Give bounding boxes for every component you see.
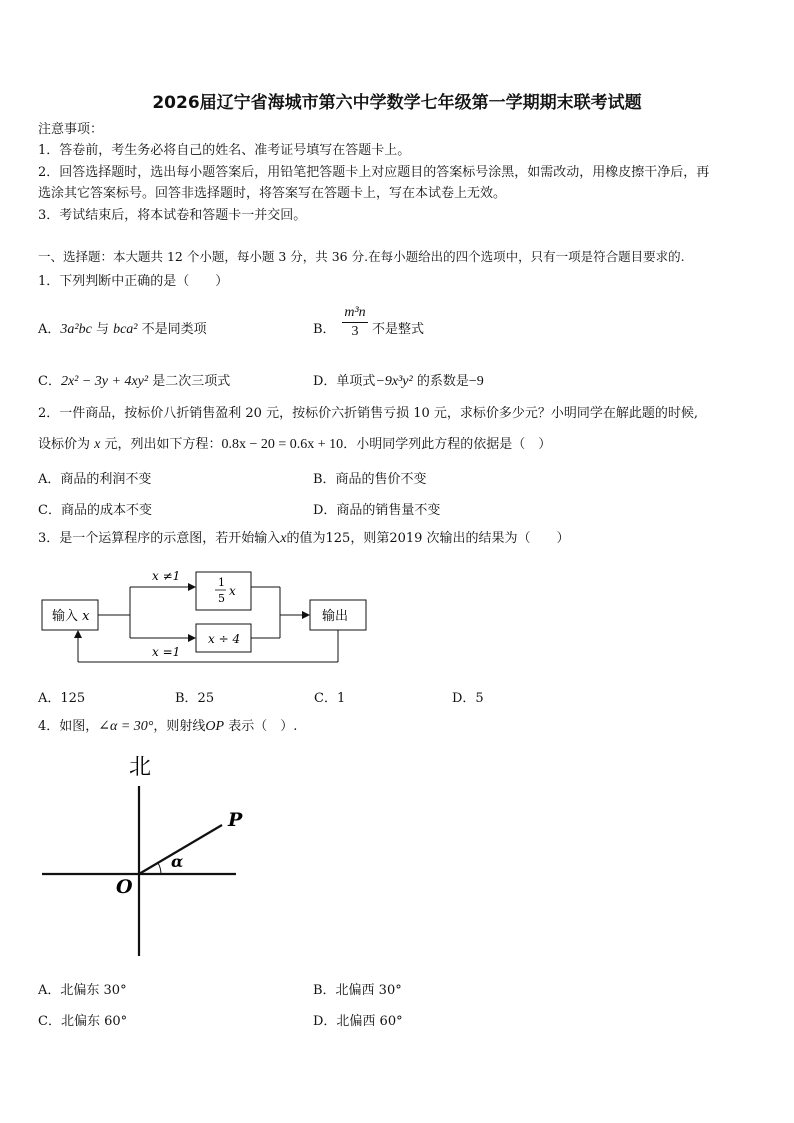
notice-item-3: 3．考试结束后，将本试卷和答题卡一并交回。 <box>38 208 307 223</box>
q4-ray-op: OP <box>205 719 225 734</box>
q1-option-c-expr: 2x² − 3y + 4xy² <box>60 374 149 389</box>
page-title: 2026届辽宁省海城市第六中学数学七年级第一学期期末联考试题 <box>152 93 642 113</box>
angle-label: α <box>171 852 184 871</box>
q4-option-d: D．北偏西 60° <box>313 1014 403 1029</box>
q1-stem: 1．下列判断中正确的是（ ） <box>38 274 229 289</box>
flow-top-numerator: 1 <box>218 576 225 589</box>
q1-option-a-text: 不是同类项 <box>137 322 207 337</box>
q1-option-d-text: 的系数是 <box>412 374 469 389</box>
direction-figure <box>38 748 248 960</box>
q2-stem-suffix: ．小明同学列此方程的依据是（ ） <box>343 437 552 452</box>
q1-option-b-numerator: m³n <box>344 305 366 320</box>
q2-stem-mid: 元，列出如下方程： <box>100 437 222 452</box>
flow-output-label: 输出 <box>322 609 349 624</box>
q4-option-b: B．北偏西 30° <box>313 983 402 998</box>
flow-bottom-label: x ÷ 4 <box>208 632 241 646</box>
flow-condition-top: x ≠1 <box>152 569 181 583</box>
q3-var-x: x <box>280 531 287 546</box>
notice-item-1: 1．答卷前，考生务必将自己的姓名、准考证号填写在答题卡上。 <box>38 143 411 158</box>
q4-stem-suffix: 表示（ ）. <box>224 719 298 734</box>
q1-option-b-label: B． <box>313 322 336 337</box>
notice-item-2: 2．回答选择题时，选出每小题答案后，用铅笔把答题卡上对应题目的答案标号涂黑，如需改动，用橡皮擦干净后，再 <box>38 165 710 180</box>
q1-option-b-fraction <box>340 305 370 340</box>
arrow-up-icon <box>74 630 82 638</box>
q4-stem <box>38 719 297 735</box>
q1-option-d-label: D．单项式 <box>313 374 376 389</box>
arrow-right-icon <box>188 634 196 642</box>
notice-item-2-cont: 选涂其它答案标号。回答非选择题时，将答案写在答题卡上，写在本试卷上无效。 <box>38 186 507 201</box>
q1-option-b <box>313 318 336 337</box>
q2-stem-line1: 2．一件商品，按标价八折销售盈利 20 元，按标价六折销售亏损 10 元，求标价多少元？小明同学在解此题的时候, <box>38 406 699 421</box>
arrow-right-icon <box>188 583 196 591</box>
q1-option-a-expr1: 3a²bc <box>60 322 92 337</box>
q1-option-c-label: C． <box>38 374 61 389</box>
q1-option-c-text: 是二次三项式 <box>148 374 231 389</box>
q4-option-a: A．北偏东 30° <box>38 983 127 998</box>
q2-option-c: C．商品的成本不变 <box>38 503 152 518</box>
q2-stem-prefix: 设标价为 <box>38 437 95 452</box>
flow-top-denominator: 5 <box>218 592 225 605</box>
q4-angle: ∠α = 30° <box>98 719 154 734</box>
q1-option-a-mid: 与 <box>91 322 114 337</box>
flow-condition-bottom: x =1 <box>152 645 181 659</box>
point-p-label: P <box>228 809 243 831</box>
q3-option-d: D．5 <box>452 691 484 706</box>
q4-stem-prefix: 4．如图， <box>38 719 99 734</box>
q2-var-x: x <box>94 437 101 452</box>
fraction-bar <box>342 322 368 323</box>
flow-input-label: 输入 x <box>52 609 90 624</box>
q4-stem-mid: ，则射线 <box>153 719 206 734</box>
north-label: 北 <box>129 755 152 780</box>
q2-option-a: A．商品的利润不变 <box>38 472 152 487</box>
q3-stem-suffix: 的值为125，则第2019 次输出的结果为（ ） <box>286 531 570 546</box>
q1-option-b-text: 不是整式 <box>372 322 425 337</box>
q3-stem <box>38 531 570 547</box>
q4-option-c: C．北偏东 60° <box>38 1014 128 1029</box>
q1-option-b-denominator: 3 <box>351 324 359 339</box>
arrow-right-icon <box>302 611 310 619</box>
q1-option-a-label: A． <box>38 322 61 337</box>
q2-stem-line2 <box>38 437 551 453</box>
q1-option-c <box>38 370 230 390</box>
q1-option-d-expr: −9x³y² <box>375 374 413 389</box>
section-heading: 一、选择题：本大题共 12 个小题，每小题 3 分，共 36 分.在每小题给出的四个选项中，只有一项是符合题目要求的. <box>38 249 685 264</box>
q2-option-d: D．商品的销售量不变 <box>313 503 441 518</box>
q2-equation: 0.8x − 20 = 0.6x + 10 <box>221 437 344 452</box>
notice-heading: 注意事项： <box>38 122 104 137</box>
q3-option-a: A．125 <box>38 691 86 706</box>
q3-option-c: C．1 <box>314 691 346 706</box>
q3-stem-prefix: 3．是一个运算程序的示意图，若开始输入 <box>38 531 281 546</box>
q1-option-d <box>313 370 484 390</box>
angle-arc <box>158 863 161 874</box>
q3-option-b: B．25 <box>175 691 215 706</box>
q1-option-a-expr2: bca² <box>113 322 138 337</box>
origin-label: O <box>116 876 133 898</box>
flowchart <box>38 564 373 668</box>
q2-option-b: B．商品的售价不变 <box>313 472 427 487</box>
q1-option-a <box>38 318 207 338</box>
flow-top-var: x <box>229 584 236 598</box>
q1-option-d-value: −9 <box>468 374 484 389</box>
